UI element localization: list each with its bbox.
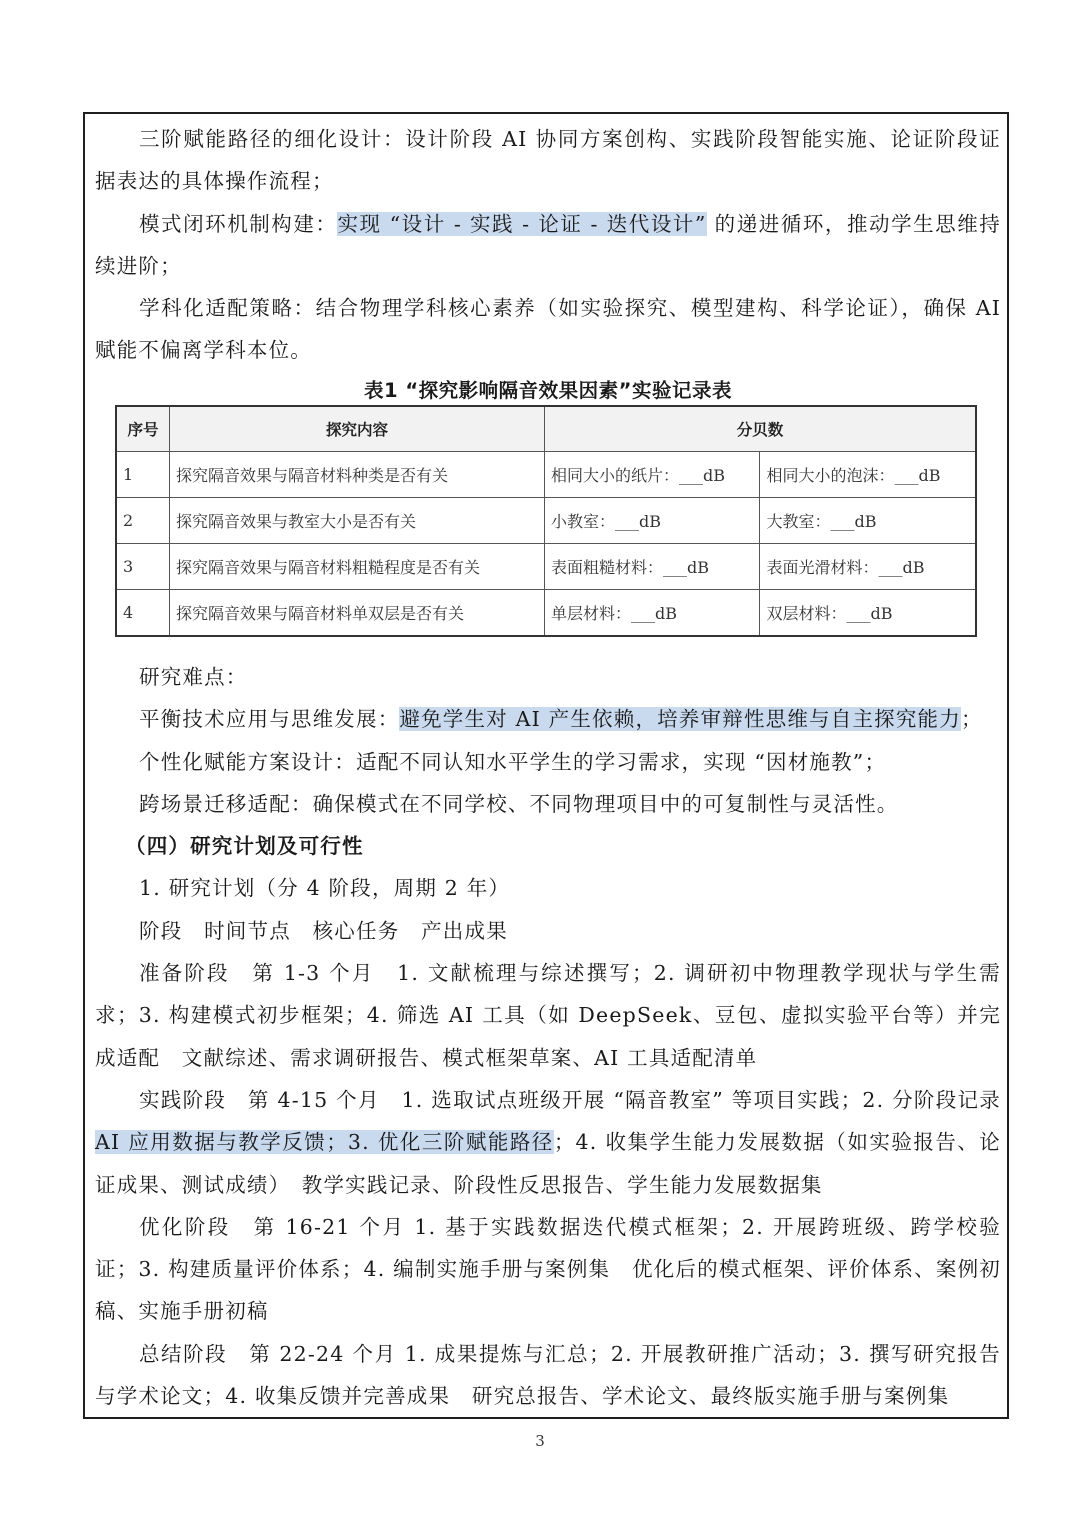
paragraph-text: 平衡技术应用与思维发展： [139, 707, 400, 732]
difficulty-item [95, 741, 1001, 783]
table-header-row [116, 406, 976, 452]
cell-value-b: 表面光滑材料：___dB [760, 544, 976, 590]
paragraph-text: 总结阶段 第 22-24 个月 1. 成果提炼与汇总；2. 开展教研推广活动；3. 撰写研究报告与学术论文；4. 收集反馈并完善成果 研究总报告、学术论文、最终版实施手册与案例集 [95, 1341, 1001, 1409]
paragraph-closed-loop [95, 203, 1001, 288]
cell-value-b: 相同大小的泡沫：___dB [760, 452, 976, 498]
paragraph-subject-adaptation [95, 287, 1001, 372]
page-number: 3 [535, 1432, 545, 1450]
cell-value-a: 表面粗糙材料：___dB [545, 544, 760, 590]
paragraph-text: 实践阶段 第 4-15 个月 1. 选取试点班级开展 “隔音教室” 等项目实践；2. 分阶段记录 [139, 1087, 1001, 1112]
cell-value-b: 双层材料：___dB [760, 590, 976, 637]
paragraph-text: ；4. 收集学生能力发展数据（如实验报告、论证成果、测试成绩） 教学实践记录、阶段性反思报告、学生能力发展数据集 [95, 1130, 1002, 1197]
plan-columns-line: 阶段 时间节点 核心任务 产出成果 [139, 918, 508, 943]
header-content: 探究内容 [170, 406, 545, 452]
table-title: 表1 “探究影响隔音效果因素”实验记录表 [364, 378, 732, 402]
cell-content: 探究隔音效果与隔音材料单双层是否有关 [170, 590, 545, 637]
highlighted-text: 实现 “设计 - 实践 - 论证 - 迭代设计” [337, 211, 707, 236]
cell-serial: 4 [116, 590, 170, 637]
cell-content: 探究隔音效果与教室大小是否有关 [170, 498, 545, 544]
header-decibel: 分贝数 [545, 406, 977, 452]
table-row [116, 590, 976, 637]
experiment-record-table [115, 405, 977, 637]
section-heading: （四）研究计划及可行性 [125, 834, 364, 859]
paragraph-text: ； [960, 707, 983, 732]
plan-title: 1. 研究计划（分 4 阶段，周期 2 年） [139, 876, 511, 901]
highlighted-text: 避免学生对 AI 产生依赖，培养审辩性思维与自主探究能力 [399, 707, 961, 732]
paragraph-text: 模式闭环机制构建： [139, 211, 338, 236]
stage-paragraph [95, 1333, 1001, 1418]
paragraph-text: 跨场景迁移适配：确保模式在不同学校、不同物理项目中的可复制性与灵活性。 [139, 791, 899, 816]
header-serial: 序号 [116, 406, 170, 452]
paragraph-text: 个性化赋能方案设计：适配不同认知水平学生的学习需求，实现 “因材施教”； [139, 749, 887, 774]
difficulty-item [95, 698, 1001, 740]
paragraph-text: 学科化适配策略：结合物理学科核心素养（如实验探究、模型建构、科学论证），确保 AI 赋能不偏离学科本位。 [95, 296, 1001, 363]
upper-text-block [95, 118, 1001, 414]
cell-content: 探究隔音效果与隔音材料种类是否有关 [170, 452, 545, 498]
table-row [116, 452, 976, 498]
paragraph-three-stage-path [95, 118, 1001, 203]
table-row [116, 498, 976, 544]
paragraph-text: 三阶赋能路径的细化设计：设计阶段 AI 协同方案创构、实践阶段智能实施、论证阶段证据表达的具体操作流程； [95, 127, 1001, 194]
cell-value-a: 小教室：___dB [545, 498, 760, 544]
stage-paragraph [95, 952, 1001, 1079]
paragraph-text: 准备阶段 第 1-3 个月 1. 文献梳理与综述撰写；2. 调研初中物理教学现状与学生需求；3. 构建模式初步框架；4. 筛选 AI 工具（如 DeepSeek、豆包、虚拟实验平台等）并完成适配 文献综述、需求调研报告、模式框架草案、AI 工具适配清单 [95, 961, 1001, 1070]
difficulty-heading: 研究难点： [139, 665, 248, 689]
paragraph-text: 优化阶段 第 16-21 个月 1. 基于实践数据迭代模式框架；2. 开展跨班级、跨学校验证；3. 构建质量评价体系；4. 编制实施手册与案例集 优化后的模式框架、评价体系、案例初稿、实施手册初稿 [95, 1214, 1001, 1324]
cell-value-a: 单层材料：___dB [545, 590, 760, 637]
cell-serial: 3 [116, 544, 170, 590]
cell-serial: 2 [116, 498, 170, 544]
cell-value-a: 相同大小的纸片：___dB [545, 452, 760, 498]
stage-paragraph [95, 1079, 1001, 1206]
lower-text-block [95, 656, 1001, 1417]
highlighted-text: AI 应用数据与教学反馈；3. 优化三阶赋能路径 [95, 1130, 554, 1155]
cell-value-b: 大教室：___dB [760, 498, 976, 544]
difficulty-item [95, 783, 1001, 825]
stage-paragraph [95, 1206, 1001, 1333]
paragraph-text: 的递进循环，推动学生思维持续进阶； [95, 211, 1001, 278]
cell-content: 探究隔音效果与隔音材料粗糙程度是否有关 [170, 544, 545, 590]
table-row [116, 544, 976, 590]
cell-serial: 1 [116, 452, 170, 498]
